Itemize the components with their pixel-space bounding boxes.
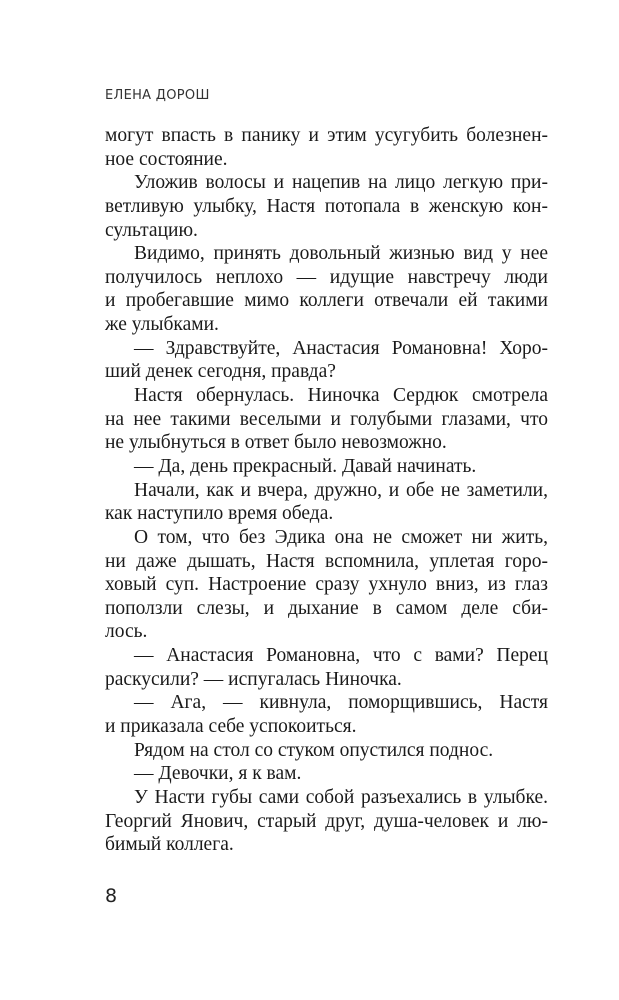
text-line: сультацию. [105,219,198,241]
text-line: на нее такими веселыми и голубыми глазами, что [105,408,548,430]
text-line: раскусили? — испугалась Ниночка. [105,668,402,690]
text-line: не улыбнуться в ответ было невозможно. [105,432,447,454]
text-line: и приказала себе успокоиться. [105,716,357,738]
text-line: ни даже дышать, Настя вспомнила, уплетая горо- [105,550,548,572]
text-line: поползли слезы, и дыхание в самом деле сби- [105,597,548,619]
text-line: О том, что без Эдика она не сможет ни жить, [134,526,548,548]
text-line: У Насти губы сами собой разъехались в улыбке. [134,786,548,808]
text-line: могут впасть в панику и этим усугубить болезнен- [105,125,548,146]
text-line: Уложив волосы и нацепив на лицо легкую при- [134,172,548,194]
page-number: 8 [105,885,118,907]
text-line: Видимо, принять довольный жизнью вид у нее [134,243,548,265]
body-text [105,124,548,857]
text-line: как наступило время обеда. [105,503,334,525]
running-header-author: ЕЛЕНА ДОРОШ [105,88,210,103]
text-line: получилось неплохо — идущие навстречу люди [105,266,548,288]
text-line: и пробегавшие мимо коллеги отвечали ей такими [105,290,548,312]
text-line: — Девочки, я к вам. [134,763,302,785]
text-line: ховый суп. Настроение сразу ухнуло вниз, из глаз [105,574,548,596]
text-line: ветливую улыбку, Настя потопала в женскую кон- [105,195,548,217]
text-line: Начали, как и вчера, дружно, и обе не заметили, [134,479,548,501]
text-line: же улыбками. [105,314,219,336]
text-line: Настя обернулась. Ниночка Сердюк смотрела [134,385,548,407]
text-line: ное состояние. [105,148,228,170]
text-line: — Здравствуйте, Анастасия Романовна! Хоро- [134,337,548,359]
text-line: лось. [105,621,148,643]
text-line: — Да, день прекрасный. Давай начинать. [134,455,477,477]
text-line: бимый коллега. [105,834,234,856]
text-line: Рядом на стол со стуком опустился поднос. [134,739,494,761]
text-line: — Анастасия Романовна, что с вами? Перец [134,645,548,667]
text-line: ший денек сегодня, правда? [105,361,336,383]
text-line: — Ага, — кивнула, поморщившись, Настя [134,692,548,714]
text-line: Георгий Янович, старый друг, душа-человек и лю- [105,810,548,832]
